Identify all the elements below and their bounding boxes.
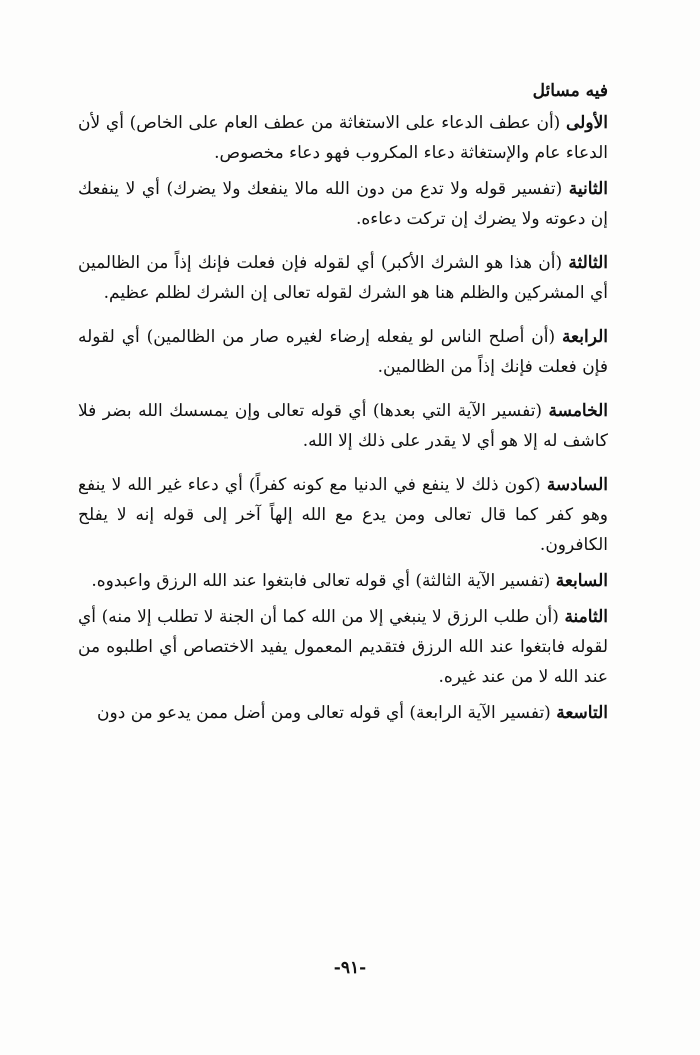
section-heading: فيه مسائل (532, 81, 608, 101)
issue-text: (كون ذلك لا ينفع في الدنيا مع كونه كفراً) أي دعاء غير الله لا ينفع وهو كفر كما قال تعالى ومن يدع مع الله إلهاً آخر إلى قوله إنه لا يفلح الكافرون. (78, 475, 608, 555)
issue-label: الثامنة (564, 607, 608, 627)
paragraph-issue-3 (78, 248, 608, 308)
issue-text: (أن هذا هو الشرك الأكبر) أي لقوله فإن فعلت فإنك إذاً من الظالمين أي المشركين والظلم هنا هو الشرك لقوله تعالى إن الشرك لظلم عظيم. (78, 253, 608, 303)
paragraph-issue-5 (78, 396, 608, 456)
issue-label: السادسة (546, 475, 608, 495)
paragraph-issue-2 (78, 174, 608, 234)
issue-text: (أن عطف الدعاء على الاستغاثة من عطف العام على الخاص) أي لأن الدعاء عام والإستغاثة دعاء المكروب فهو دعاء مخصوص. (78, 113, 608, 163)
issue-label: الأولى (566, 113, 608, 133)
page-number: -٩١- (333, 958, 367, 978)
paragraph-issue-1 (78, 108, 608, 168)
issue-text: (تفسير الآية الرابعة) أي قوله تعالى ومن أضل ممن يدعو من دون (97, 703, 557, 723)
issue-label: التاسعة (556, 703, 608, 723)
issue-text: (تفسير قوله ولا تدع من دون الله مالا ينفعك ولا يضرك) أي لا ينفعك إن دعوته ولا يضرك إن تركت دعاءه. (78, 179, 608, 229)
issue-label: السابعة (555, 571, 608, 591)
issue-label: الثالثة (568, 253, 608, 273)
issue-text: (أن طلب الرزق لا ينبغي إلا من الله كما أن الجنة لا تطلب إلا منه) أي لقوله فابتغوا عند الله الرزق فتقديم المعمول يفيد الاختصاص أي اطلبوه من عند الله لا من عند غيره. (78, 607, 608, 687)
page-text-block (78, 76, 608, 742)
paragraph-issue-8 (78, 602, 608, 692)
issue-label: الرابعة (561, 327, 608, 347)
issue-label: الخامسة (548, 401, 608, 421)
issue-label: الثانية (568, 179, 608, 199)
paragraph-issue-4 (78, 322, 608, 382)
paragraph-issue-7 (78, 566, 608, 596)
issue-text: (تفسير الآية التي بعدها) أي قوله تعالى وإن يمسسك الله بضر فلا كاشف له إلا هو أي لا يقدر على ذلك إلا الله. (78, 401, 608, 451)
paragraph-issue-6 (78, 470, 608, 560)
issue-text: (تفسير الآية الثالثة) أي قوله تعالى فابتغوا عند الله الرزق واعبدوه. (91, 571, 556, 591)
issue-text: (أن أصلح الناس لو يفعله إرضاء لغيره صار من الظالمين) أي لقوله فإن فعلت فإنك إذاً من الظالمين. (78, 327, 608, 377)
paragraph-issue-9 (78, 698, 608, 728)
